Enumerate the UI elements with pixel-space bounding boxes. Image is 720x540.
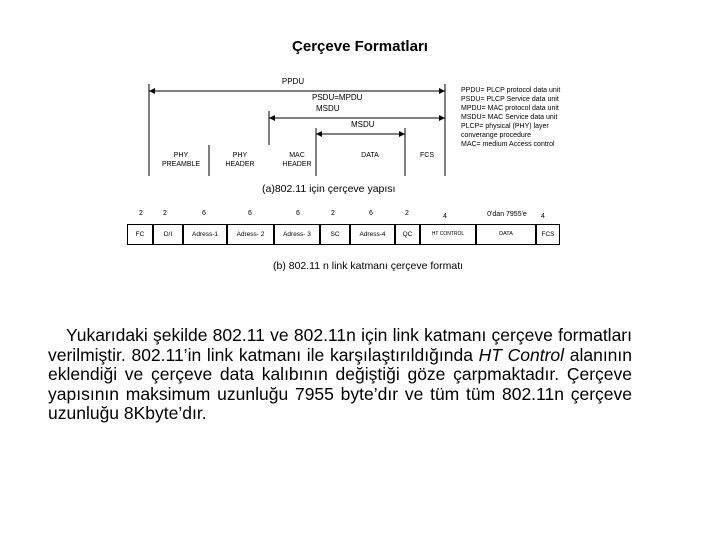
di-field: D/I [153,224,183,245]
legend-line: converange procedure [461,132,532,139]
fcs-field: FCS [420,152,434,159]
ppdu-label: PPDU [281,77,305,86]
size-label: 4 [541,213,545,220]
legend-line: MPDU= MAC protocol data unit [461,105,559,112]
address1-field: Adress-1 [183,224,227,245]
page-title: Çerçeve Formatları [292,38,428,55]
psdu-mpdu-label: PSDU=MPDU [312,93,363,102]
qc-field: QC [395,224,420,245]
caption-a: (a)802.11 için çerçeve yapısı [262,183,396,195]
data-field: DATA [361,152,379,159]
abbreviation-legend [461,86,611,149]
legend-line: PSDU= PLCP Service data unit [461,96,559,103]
size-label: 4 [443,213,447,220]
mac-header-field: MAC HEADER [282,152,312,168]
sc-field: SC [320,224,350,245]
size-label: 2 [405,210,409,217]
caption-b: (b) 802.11 n link katmanı çerçeve formatı [273,260,464,272]
address2-field: Adress- 2 [227,224,274,245]
size-label: 2 [163,210,167,217]
data-field-b: DATA [476,224,536,245]
description-paragraph [48,326,632,424]
msdu-lower-label: MSDU [351,120,375,129]
paragraph-text: Yukarıdaki şekilde 802.11 ve 802.11n için link katmanı çerçeve formatları verilmiştir. 802.11’in link katmanı ile karşılaştırıldığında [48,325,632,365]
size-label: 2 [139,210,143,217]
paragraph-text: alanının eklendiği ve çerçeve data kalıbının değiştiği göze çarpmaktadır. Çerçeve yapısının maksimum uzunluğu 7955 byte’dır ve tüm tüm 802.11n çerçeve uzunluğu 8Kbyte’dır. [48,344,633,423]
size-label: 2 [331,210,335,217]
address4-field: Adress-4 [350,224,395,245]
size-label: 6 [202,210,206,217]
size-label: 6 [369,210,373,217]
msdu-upper-label: MSDU [316,104,340,113]
legend-line: MAC= medium Access control [461,141,555,148]
phy-preamble-field: PHY PREAMBLE [161,152,201,168]
size-label: 6 [296,210,300,217]
legend-line: PLCP= physical (PHY) layer [461,123,549,130]
size-label: 0'dan 7955'e [487,211,527,218]
paragraph-italic: HT Control [478,344,565,365]
fcs-field-b: FCS [536,224,560,245]
ht-control-field: HT CONTROL [420,224,476,245]
legend-line: MSDU= MAC Service data unit [461,114,558,121]
phy-header-field: PHY HEADER [225,152,255,168]
address3-field: Adress- 3 [274,224,320,245]
size-label: 6 [248,210,252,217]
fc-field: FC [127,224,153,245]
legend-line: PPDU= PLCP protocol data unit [461,87,561,94]
